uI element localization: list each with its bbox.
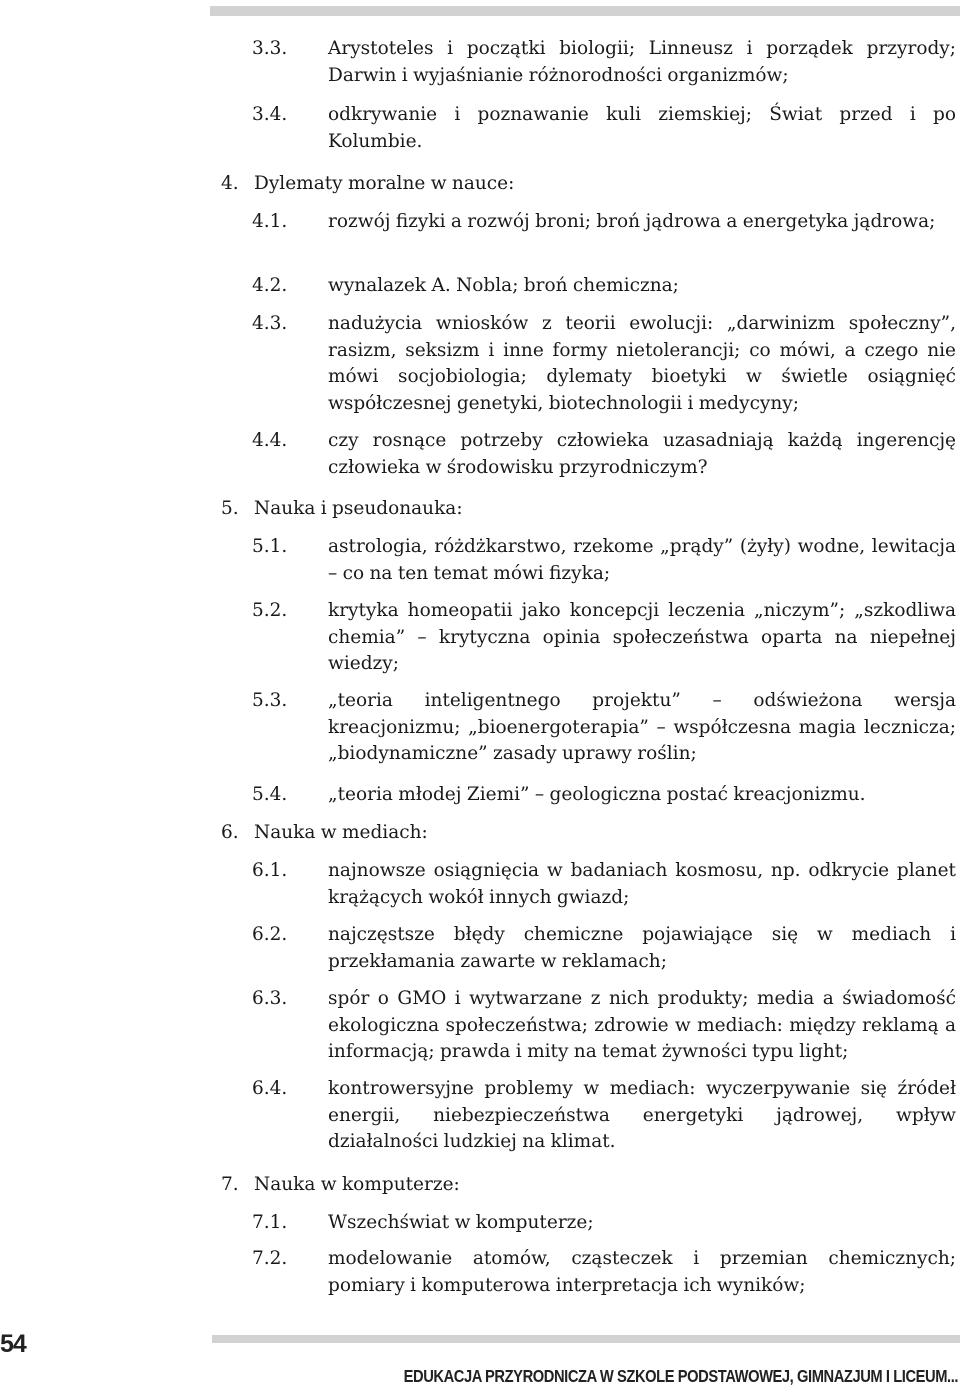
item-text: odkrywanie i poznawanie kuli ziemskiej; Świat przed i po Kolumbie. (328, 104, 956, 152)
item-number: 4.2. (252, 275, 288, 296)
section-number: 5. (221, 498, 239, 519)
item-text: najnowsze osiągnięcia w badaniach kosmosu, np. odkrycie planet krążących wokół innych gwiazd; (328, 860, 956, 908)
item-text: wynalazek A. Nobla; broń chemiczna; (328, 275, 679, 296)
item-text: czy rosnące potrzeby człowieka uzasadniają każdą ingerencję człowieka w środowisku przyrodniczym? (328, 430, 956, 478)
item-number: 5.2. (252, 600, 288, 621)
item-text: krytyka homeopatii jako koncepcji leczenia „niczym”; „szkodliwa chemia” – krytyczna opinia społeczeństwa oparta na niepełnej wiedzy; (328, 600, 956, 674)
item-number: 5.3. (252, 690, 288, 711)
item-number: 6.2. (252, 924, 288, 945)
item-text: kontrowersyjne problemy w mediach: wyczerpywanie się źródeł energii, niebezpieczeństwa energetyki jądrowej, wpływ działalności ludzkiej na klimat. (328, 1078, 956, 1152)
item-number: 3.3. (252, 38, 288, 59)
item-number: 5.1. (252, 536, 288, 557)
section-title: Nauka w mediach: (254, 822, 428, 843)
item-number: 3.4. (252, 104, 288, 125)
section-title: Dylematy moralne w nauce: (254, 173, 515, 194)
item-number: 7.2. (252, 1248, 288, 1269)
item-text: „teoria inteligentnego projektu” – odświeżona wersja kreacjonizmu; „bioenergoterapia” – współczesna magia lecznicza; „biodynamiczne” zasady uprawy roślin; (328, 690, 956, 764)
item-number: 6.3. (252, 988, 288, 1009)
section-number: 7. (221, 1174, 239, 1195)
item-text: rozwój fizyki a rozwój broni; broń jądrowa a energetyka jądrowa; (328, 211, 936, 232)
item-text: modelowanie atomów, cząsteczek i przemian chemicznych; pomiary i komputerowa interpretacja ich wyników; (328, 1248, 956, 1296)
item-text: nadużycia wniosków z teorii ewolucji: „darwinizm społeczny”, rasizm, seksizm i inne formy nietolerancji; co mówi, a czego nie mówi socjobiologia; dylematy bioetyki w świetle osiągnięć współczesnej genetyki, biotechnologii i medycyny; (328, 313, 956, 414)
item-number: 4.3. (252, 313, 288, 334)
item-number: 6.4. (252, 1078, 288, 1099)
item-text: „teoria młodej Ziemi” – geologiczna postać kreacjonizmu. (328, 784, 866, 805)
item-number: 4.4. (252, 430, 288, 451)
item-text: Wszechświat w komputerze; (328, 1212, 594, 1233)
section-title: Nauka w komputerze: (254, 1174, 460, 1195)
footer-rule (212, 1335, 960, 1343)
item-number: 4.1. (252, 211, 288, 232)
item-number: 6.1. (252, 860, 288, 881)
page-number: 54 (0, 1330, 26, 1358)
item-number: 5.4. (252, 784, 288, 805)
item-text: najczęstsze błędy chemiczne pojawiające się w mediach i przekłamania zawarte w reklamach; (328, 924, 956, 972)
section-number: 4. (221, 173, 239, 194)
item-text: astrologia, różdżkarstwo, rzekome „prądy” (żyły) wodne, lewitacja – co na ten temat mówi fizyka; (328, 536, 956, 584)
section-title: Nauka i pseudonauka: (254, 498, 463, 519)
running-title: EDUKACJA PRZYRODNICZA W SZKOLE PODSTAWOWEJ, GIMNAZJUM I LICEUM... (403, 1366, 958, 1386)
section-number: 6. (221, 822, 239, 843)
item-text: Arystoteles i początki biologii; Linneusz i porządek przyrody; Darwin i wyjaśnianie różnorodności organizmów; (328, 38, 956, 86)
item-number: 7.1. (252, 1212, 288, 1233)
item-text: spór o GMO i wytwarzane z nich produkty; media a świadomość ekologiczna społeczeństwa; zdrowie w mediach: między reklamą a informacją; prawda i mity na temat żywności typu light; (328, 988, 956, 1062)
